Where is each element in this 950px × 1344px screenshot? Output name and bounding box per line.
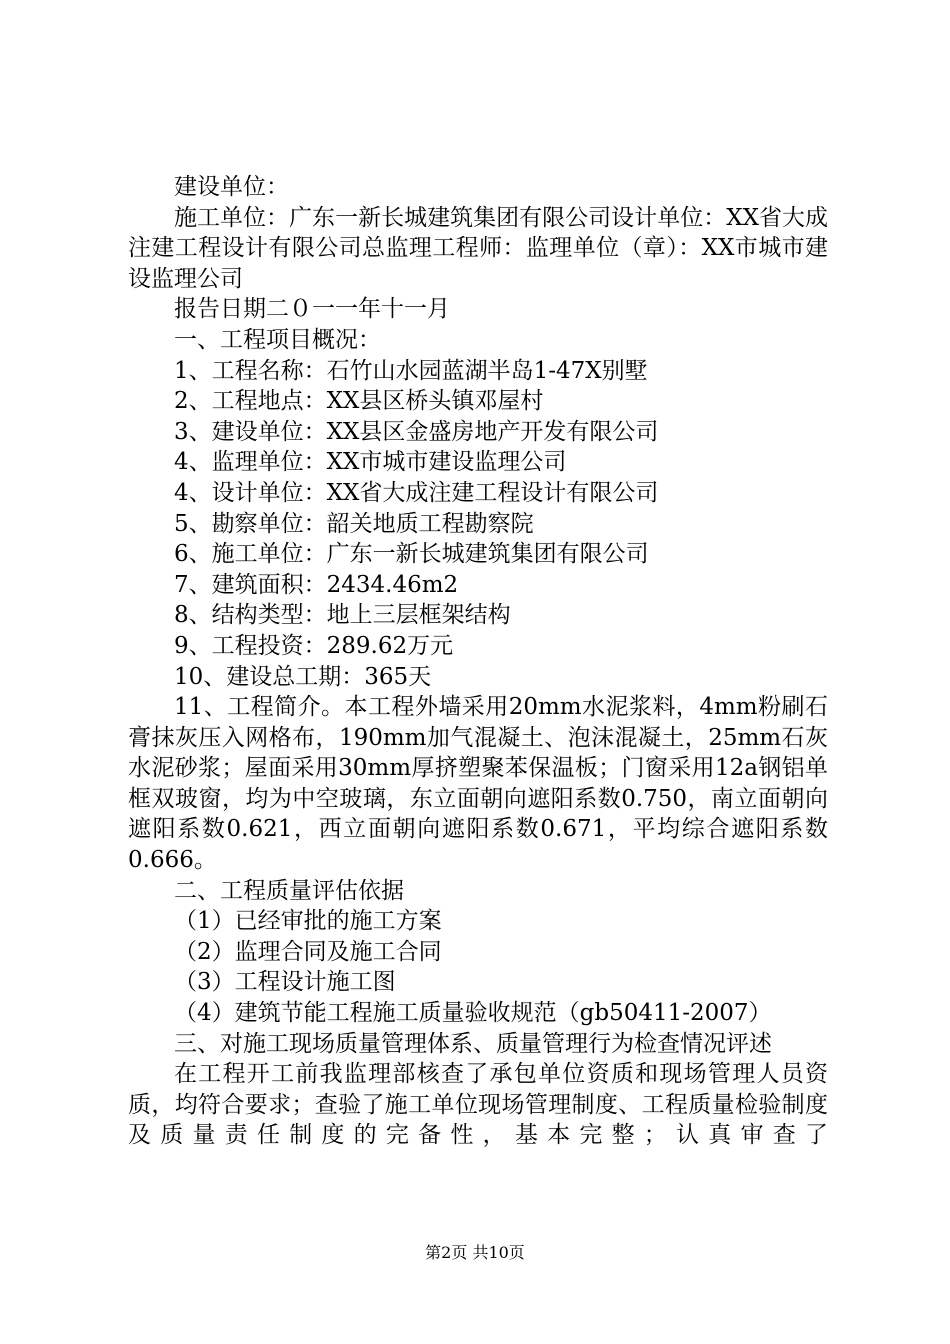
item-builder-unit: 6、施工单位：广东一新长城建筑集团有限公司 — [174, 541, 649, 568]
item-project-name: 1、工程名称：石竹山水园蓝湖半岛1-47X别墅 — [174, 357, 648, 384]
heading-quality-management-review: 三、对施工现场质量管理体系、质量管理行为检查情况评述 — [174, 1030, 772, 1057]
page-number-footer: 第2页 共10页 — [425, 1243, 525, 1262]
basis-item-2: （2）监理合同及施工合同 — [174, 938, 442, 965]
paragraph-units: 施工单位：广东一新长城建筑集团有限公司设计单位：XX省大成注建工程设计有限公司总监理工程师：监理单位（章）：XX市城市建设监理公司 — [128, 204, 828, 292]
basis-item-1: （1）已经审批的施工方案 — [174, 908, 442, 935]
item-survey-unit: 5、勘察单位：韶关地质工程勘察院 — [174, 510, 534, 537]
heading-project-overview: 一、工程项目概况： — [174, 326, 381, 353]
heading-evaluation-basis: 二、工程质量评估依据 — [174, 877, 404, 904]
paragraph-report-date: 报告日期二０一一年十一月 — [174, 296, 450, 323]
item-structure-type: 8、结构类型：地上三层框架结构 — [174, 602, 511, 629]
item-supervision-unit: 4、监理单位：XX市城市建设监理公司 — [174, 449, 567, 476]
item-design-unit: 4、设计单位：XX省大成注建工程设计有限公司 — [174, 479, 659, 506]
item-duration: 10、建设总工期：365天 — [174, 663, 432, 690]
item-building-area: 7、建筑面积：2434.46m2 — [174, 571, 459, 598]
paragraph-review-body: 在工程开工前我监理部核查了承包单位资质和现场管理人员资质，均符合要求；查验了施工单位现场管理制度、工程质量检验制度及质量责任制度的完备性，基本完整；认真审查了 — [128, 1061, 828, 1149]
item-investment: 9、工程投资：289.62万元 — [174, 632, 454, 659]
item-construction-unit: 3、建设单位：XX县区金盛房地产开发有限公司 — [174, 418, 659, 445]
item-project-location: 2、工程地点：XX县区桥头镇邓屋村 — [174, 388, 544, 415]
basis-item-4: （4）建筑节能工程施工质量验收规范（gb50411-2007） — [174, 1000, 772, 1027]
document-body — [128, 172, 828, 1151]
item-project-summary: 11、工程简介。本工程外墙采用20mm水泥浆料，4mm粉刷石膏抹灰压入网格布，190mm加气混凝土、泡沫混凝土，25mm石灰水泥砂浆；屋面采用30mm厚挤塑聚苯保温板；门窗采用12a钢铝单框双玻窗，均为中空玻璃，东立面朝向遮阳系数0.750，南立面朝向遮阳系数0.621，西立面朝向遮阳系数0.671，平均综合遮阳系数0.666。 — [128, 694, 828, 874]
paragraph-construction-unit: 建设单位： — [174, 174, 289, 200]
basis-item-3: （3）工程设计施工图 — [174, 969, 396, 996]
